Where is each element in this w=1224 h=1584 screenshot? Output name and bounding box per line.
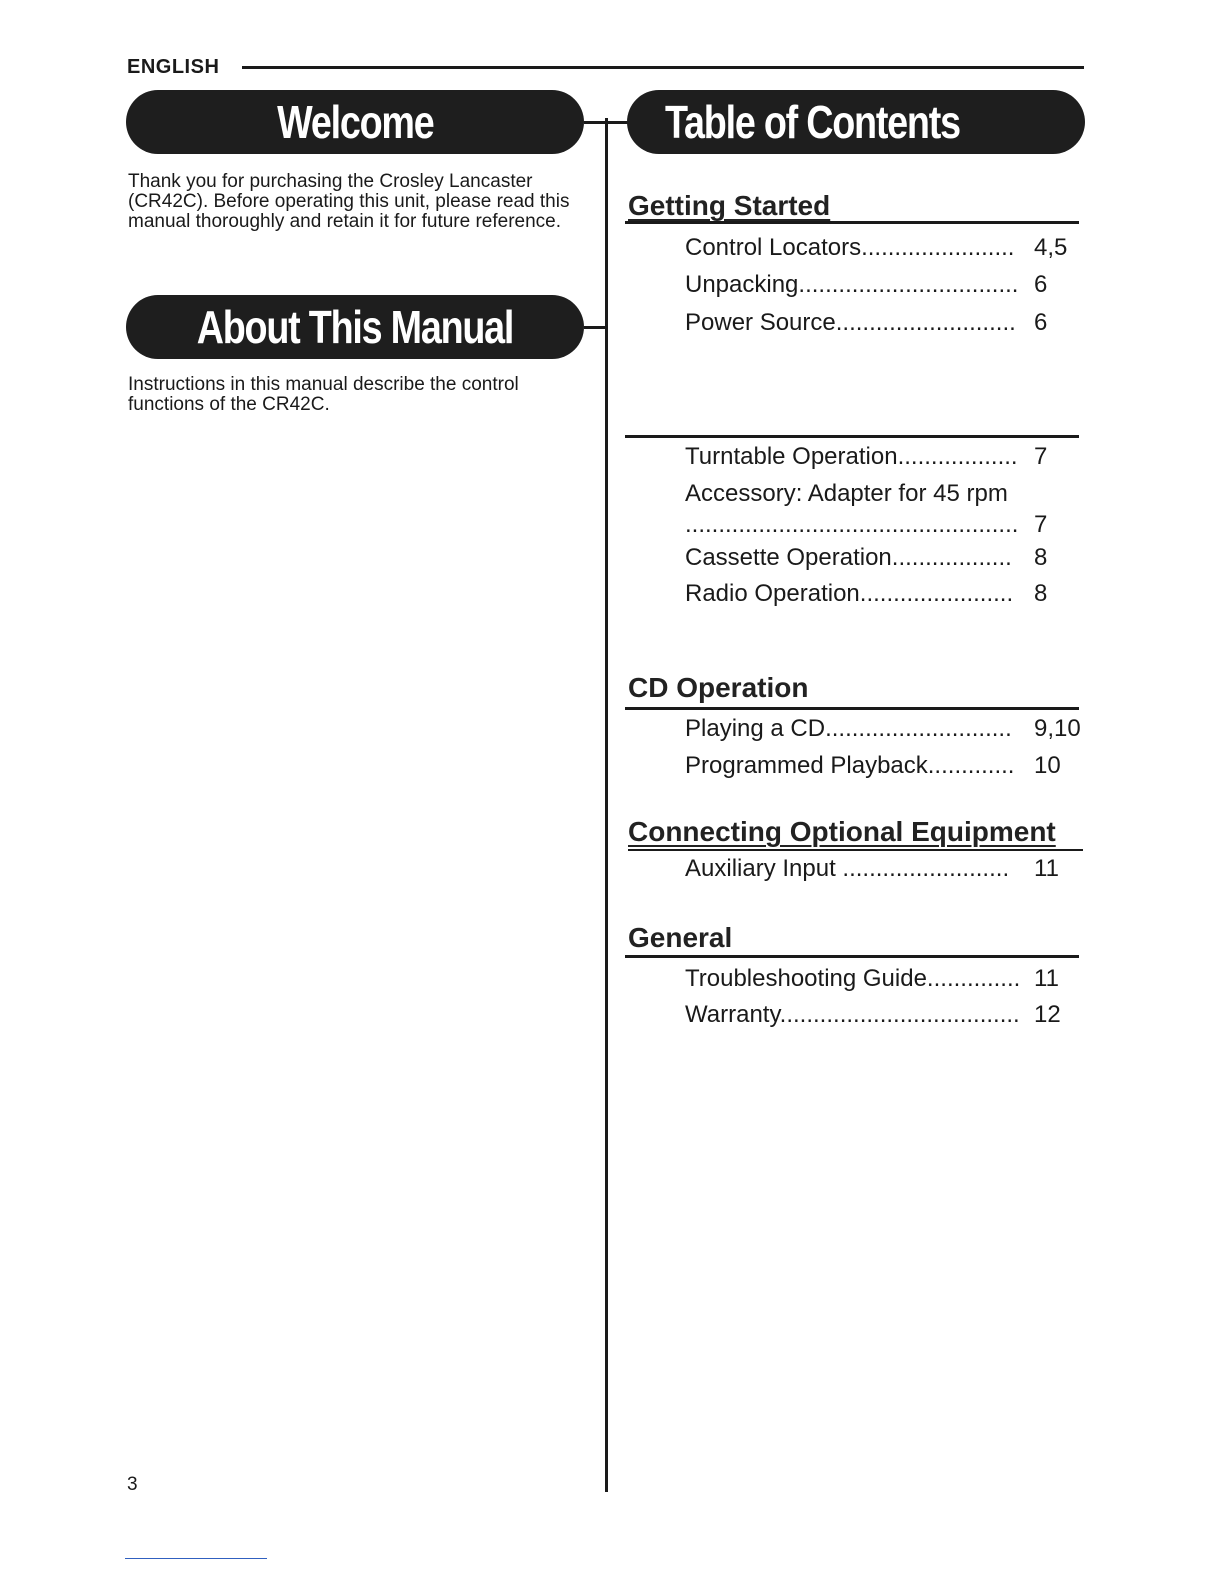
toc-entry-control-locators[interactable]: Control Locators....................... [685,234,1015,261]
section-rule [628,849,1083,851]
toc-page-number: 11 [1034,855,1059,882]
welcome-line: Thank you for purchasing the Crosley Lancaster [128,171,533,192]
toc-page-number: 4,5 [1034,234,1068,261]
section-rule [625,221,1079,224]
welcome-line: (CR42C). Before operating this unit, please read this [128,191,570,212]
toc-entry-cassette-operation[interactable]: Cassette Operation.................. [685,544,1012,571]
about-title: About This Manual [196,301,514,353]
about-connector [584,326,606,329]
toc-entry-auxiliary-input[interactable]: Auxiliary Input ......................... [685,855,1010,882]
toc-entry-turntable-operation[interactable]: Turntable Operation.................. [685,443,1018,470]
toc-page-number: 12 [1034,1001,1061,1028]
toc-page-number: 6 [1034,309,1048,336]
toc-entry-warranty[interactable]: Warranty.................................... [685,1001,1020,1028]
toc-entry-troubleshooting-guide[interactable]: Troubleshooting Guide.............. [685,965,1021,992]
welcome-line: manual thoroughly and retain it for future reference. [128,211,562,232]
toc-page-number: 9,10 [1034,715,1081,742]
toc-section-general[interactable]: General [628,922,733,953]
toc-page-number: 7 [1034,511,1048,538]
toc-entry-power-source[interactable]: Power Source........................... [685,309,1016,336]
welcome-banner [126,90,584,154]
welcome-paragraph [128,172,603,232]
section-rule [625,707,1079,710]
toc-entry-accessory-leader[interactable]: .................................................. [685,511,1019,538]
toc-title: Table of Contents [665,96,960,148]
toc-page-number: 7 [1034,443,1048,470]
welcome-connector [584,121,628,124]
toc-entry-playing-a-cd[interactable]: Playing a CD............................ [685,715,1012,742]
toc-section-connecting-optional-equipment[interactable]: Connecting Optional Equipment [628,816,1056,847]
toc-page-number: 10 [1034,752,1061,779]
toc-entry-radio-operation[interactable]: Radio Operation....................... [685,580,1014,607]
toc-page-number: 8 [1034,580,1048,607]
toc-entry-accessory-adapter[interactable]: Accessory: Adapter for 45 rpm [685,480,1008,507]
toc-page-number: 8 [1034,544,1048,571]
about-paragraph [128,375,598,415]
toc-entry-programmed-playback[interactable]: Programmed Playback............. [685,752,1015,779]
toc-banner [627,90,1085,154]
welcome-title: Welcome [276,96,434,148]
header-rule [242,66,1084,69]
toc-page-number: 11 [1034,965,1059,992]
toc-page-number: 6 [1034,271,1048,298]
column-divider [605,118,608,1492]
section-rule [625,435,1079,438]
about-line: Instructions in this manual describe the control [128,374,519,395]
section-rule [625,955,1079,958]
language-label: ENGLISH [127,56,220,78]
about-line: functions of the CR42C. [128,394,330,415]
about-banner [126,295,584,359]
toc-entry-unpacking[interactable]: Unpacking................................. [685,271,1019,298]
toc-section-getting-started[interactable]: Getting Started [628,190,831,221]
page-number: 3 [127,1474,138,1495]
footer-link-underline [125,1558,267,1559]
toc-section-cd-operation[interactable]: CD Operation [628,672,809,703]
